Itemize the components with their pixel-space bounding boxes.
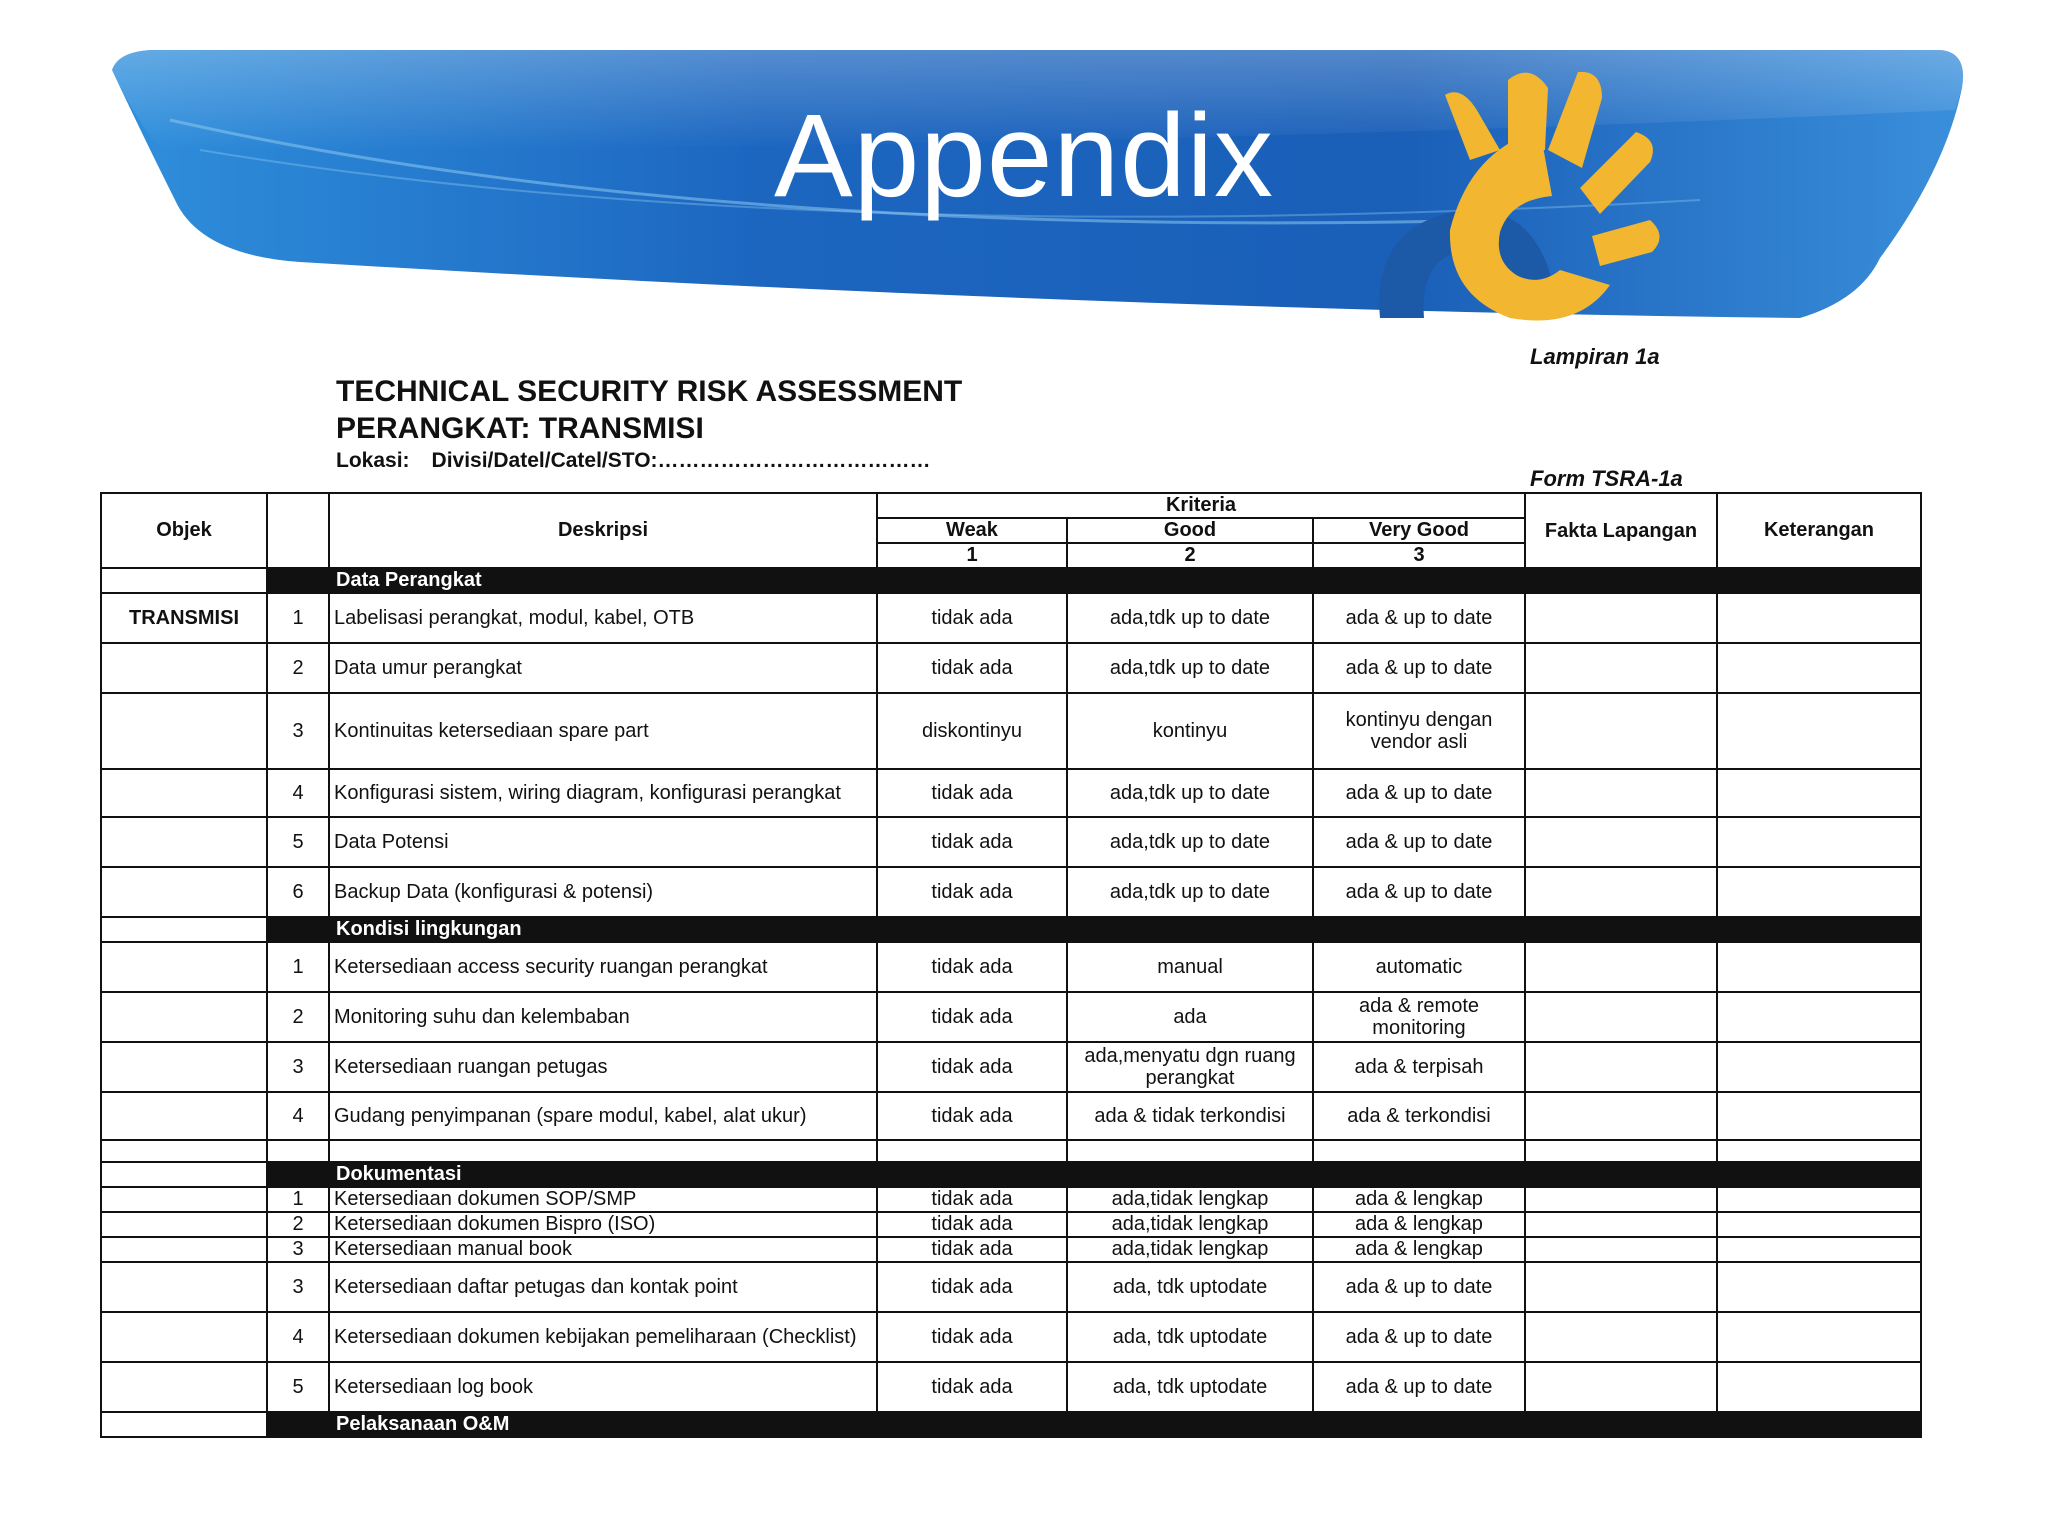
row-description: Monitoring suhu dan kelembaban [329,992,877,1042]
keterangan-cell[interactable] [1717,1312,1921,1362]
criteria-very-good: ada & lengkap [1313,1187,1525,1212]
table-row [101,769,1921,817]
section-header [101,568,1921,593]
criteria-weak: tidak ada [877,942,1067,992]
table-row [101,1362,1921,1412]
keterangan-cell[interactable] [1717,1262,1921,1312]
table-row [101,817,1921,867]
criteria-weak: tidak ada [877,593,1067,643]
criteria-very-good: ada & up to date [1313,1312,1525,1362]
keterangan-cell[interactable] [1717,942,1921,992]
criteria-very-good: ada & lengkap [1313,1212,1525,1237]
table-row [101,942,1921,992]
criteria-very-good: ada & lengkap [1313,1237,1525,1262]
header-no [267,493,329,568]
fakta-cell[interactable] [1525,1312,1717,1362]
header-kriteria: Kriteria [877,493,1525,518]
fakta-cell[interactable] [1525,1262,1717,1312]
location-line [336,449,931,473]
objek-cell: TRANSMISI [101,593,267,643]
row-description: Ketersediaan ruangan petugas [329,1042,877,1092]
criteria-good: ada, tdk uptodate [1067,1312,1313,1362]
criteria-good: ada [1067,992,1313,1042]
header-very-good: Very Good [1313,518,1525,543]
form-reference: Form TSRA-1a [1530,466,1683,491]
keterangan-cell[interactable] [1717,593,1921,643]
fakta-cell[interactable] [1525,643,1717,693]
criteria-weak: tidak ada [877,1237,1067,1262]
header-weak: Weak [877,518,1067,543]
criteria-very-good: ada & up to date [1313,817,1525,867]
document-subtitle: PERANGKAT: TRANSMISI [336,412,704,445]
fakta-cell[interactable] [1525,1092,1717,1140]
row-description: Ketersediaan access security ruangan perangkat [329,942,877,992]
section-header [101,1412,1921,1437]
row-description: Data Potensi [329,817,877,867]
fakta-cell[interactable] [1525,1187,1717,1212]
row-number: 3 [267,1262,329,1312]
location-value: Divisi/Datel/Catel/STO:………………………………… [431,449,931,472]
row-number: 4 [267,769,329,817]
criteria-good: manual [1067,942,1313,992]
criteria-good: ada, tdk uptodate [1067,1262,1313,1312]
keterangan-cell[interactable] [1717,643,1921,693]
row-description: Backup Data (konfigurasi & potensi) [329,867,877,917]
criteria-good: ada,tdk up to date [1067,867,1313,917]
row-number: 2 [267,643,329,693]
fakta-cell[interactable] [1525,769,1717,817]
row-description: Ketersediaan dokumen Bispro (ISO) [329,1212,877,1237]
section-title: Pelaksanaan O&M [329,1412,1921,1437]
table-row [101,643,1921,693]
criteria-very-good: automatic [1313,942,1525,992]
row-number: 3 [267,693,329,769]
fakta-cell[interactable] [1525,693,1717,769]
criteria-very-good: ada & up to date [1313,643,1525,693]
row-description: Data umur perangkat [329,643,877,693]
criteria-weak: diskontinyu [877,693,1067,769]
fakta-cell[interactable] [1525,1362,1717,1412]
row-description: Ketersediaan manual book [329,1237,877,1262]
header-very-good-score: 3 [1313,543,1525,568]
criteria-weak: tidak ada [877,817,1067,867]
keterangan-cell[interactable] [1717,769,1921,817]
row-number: 2 [267,992,329,1042]
criteria-weak: tidak ada [877,1187,1067,1212]
criteria-very-good: ada & remote monitoring [1313,992,1525,1042]
appendix-reference: Lampiran 1a [1530,344,1660,369]
criteria-weak: tidak ada [877,1092,1067,1140]
criteria-good: ada, tdk uptodate [1067,1362,1313,1412]
criteria-good: ada & tidak terkondisi [1067,1092,1313,1140]
header-good: Good [1067,518,1313,543]
row-description: Kontinuitas ketersediaan spare part [329,693,877,769]
row-number: 1 [267,593,329,643]
row-description: Ketersediaan dokumen kebijakan pemeliharaan (Checklist) [329,1312,877,1362]
criteria-good: ada,menyatu dgn ruang perangkat [1067,1042,1313,1092]
table-row [101,1237,1921,1262]
row-number: 5 [267,1362,329,1412]
criteria-very-good: ada & up to date [1313,769,1525,817]
row-description: Ketersediaan daftar petugas dan kontak point [329,1262,877,1312]
document-title: TECHNICAL SECURITY RISK ASSESSMENT [336,375,963,408]
criteria-very-good: ada & terkondisi [1313,1092,1525,1140]
criteria-very-good: ada & up to date [1313,867,1525,917]
row-number: 4 [267,1312,329,1362]
criteria-good: kontinyu [1067,693,1313,769]
risk-assessment-table [100,492,1922,1438]
header-objek: Objek [101,493,267,568]
table-row [101,1212,1921,1237]
criteria-weak: tidak ada [877,769,1067,817]
row-number: 5 [267,817,329,867]
criteria-weak: tidak ada [877,1312,1067,1362]
criteria-very-good: ada & up to date [1313,1362,1525,1412]
criteria-good: ada,tdk up to date [1067,769,1313,817]
header-keterangan: Keterangan [1717,493,1921,568]
table-row [101,1262,1921,1312]
keterangan-cell[interactable] [1717,867,1921,917]
keterangan-cell[interactable] [1717,992,1921,1042]
row-number: 1 [267,942,329,992]
keterangan-cell[interactable] [1717,1092,1921,1140]
criteria-very-good: ada & up to date [1313,1262,1525,1312]
criteria-good: ada,tidak lengkap [1067,1237,1313,1262]
table-row [101,867,1921,917]
criteria-good: ada,tidak lengkap [1067,1187,1313,1212]
criteria-good: ada,tdk up to date [1067,593,1313,643]
criteria-weak: tidak ada [877,643,1067,693]
row-number: 4 [267,1092,329,1140]
fakta-cell[interactable] [1525,817,1717,867]
keterangan-cell[interactable] [1717,1237,1921,1262]
keterangan-cell[interactable] [1717,1362,1921,1412]
table-row [101,1092,1921,1140]
row-description: Ketersediaan log book [329,1362,877,1412]
header-good-score: 2 [1067,543,1313,568]
criteria-good: ada,tdk up to date [1067,643,1313,693]
keterangan-cell[interactable] [1717,1212,1921,1237]
keterangan-cell[interactable] [1717,693,1921,769]
section-header [101,1162,1921,1187]
criteria-weak: tidak ada [877,1262,1067,1312]
row-number: 2 [267,1212,329,1237]
criteria-weak: tidak ada [877,1042,1067,1092]
row-description: Gudang penyimpanan (spare modul, kabel, alat ukur) [329,1092,877,1140]
row-description: Labelisasi perangkat, modul, kabel, OTB [329,593,877,643]
row-number: 3 [267,1237,329,1262]
row-number: 1 [267,1187,329,1212]
fakta-cell[interactable] [1525,1237,1717,1262]
criteria-very-good: kontinyu dengan vendor asli [1313,693,1525,769]
table-row [101,1187,1921,1212]
criteria-very-good: ada & up to date [1313,593,1525,643]
table-row [101,1312,1921,1362]
section-title: Data Perangkat [329,568,1921,593]
table-row [101,1042,1921,1092]
header-weak-score: 1 [877,543,1067,568]
fakta-cell[interactable] [1525,593,1717,643]
criteria-weak: tidak ada [877,867,1067,917]
section-header [101,917,1921,942]
keterangan-cell[interactable] [1717,1187,1921,1212]
fakta-cell[interactable] [1525,942,1717,992]
criteria-very-good: ada & terpisah [1313,1042,1525,1092]
criteria-weak: tidak ada [877,992,1067,1042]
keterangan-cell[interactable] [1717,817,1921,867]
fakta-cell[interactable] [1525,1212,1717,1237]
criteria-weak: tidak ada [877,1362,1067,1412]
row-description: Konfigurasi sistem, wiring diagram, konfigurasi perangkat [329,769,877,817]
location-label: Lokasi: [336,449,410,472]
criteria-weak: tidak ada [877,1212,1067,1237]
slide-title: Appendix [773,90,1275,222]
header-fakta-lapangan: Fakta Lapangan [1525,493,1717,568]
keterangan-cell[interactable] [1717,1042,1921,1092]
criteria-good: ada,tidak lengkap [1067,1212,1313,1237]
fakta-cell[interactable] [1525,1042,1717,1092]
fakta-cell[interactable] [1525,867,1717,917]
table-row [101,992,1921,1042]
criteria-good: ada,tdk up to date [1067,817,1313,867]
table-row [101,693,1921,769]
spacer-row [101,1140,1921,1162]
section-title: Dokumentasi [329,1162,1921,1187]
row-description: Ketersediaan dokumen SOP/SMP [329,1187,877,1212]
header-deskripsi: Deskripsi [329,493,877,568]
fakta-cell[interactable] [1525,992,1717,1042]
table-row [101,593,1921,643]
section-title: Kondisi lingkungan [329,917,1921,942]
row-number: 6 [267,867,329,917]
row-number: 3 [267,1042,329,1092]
